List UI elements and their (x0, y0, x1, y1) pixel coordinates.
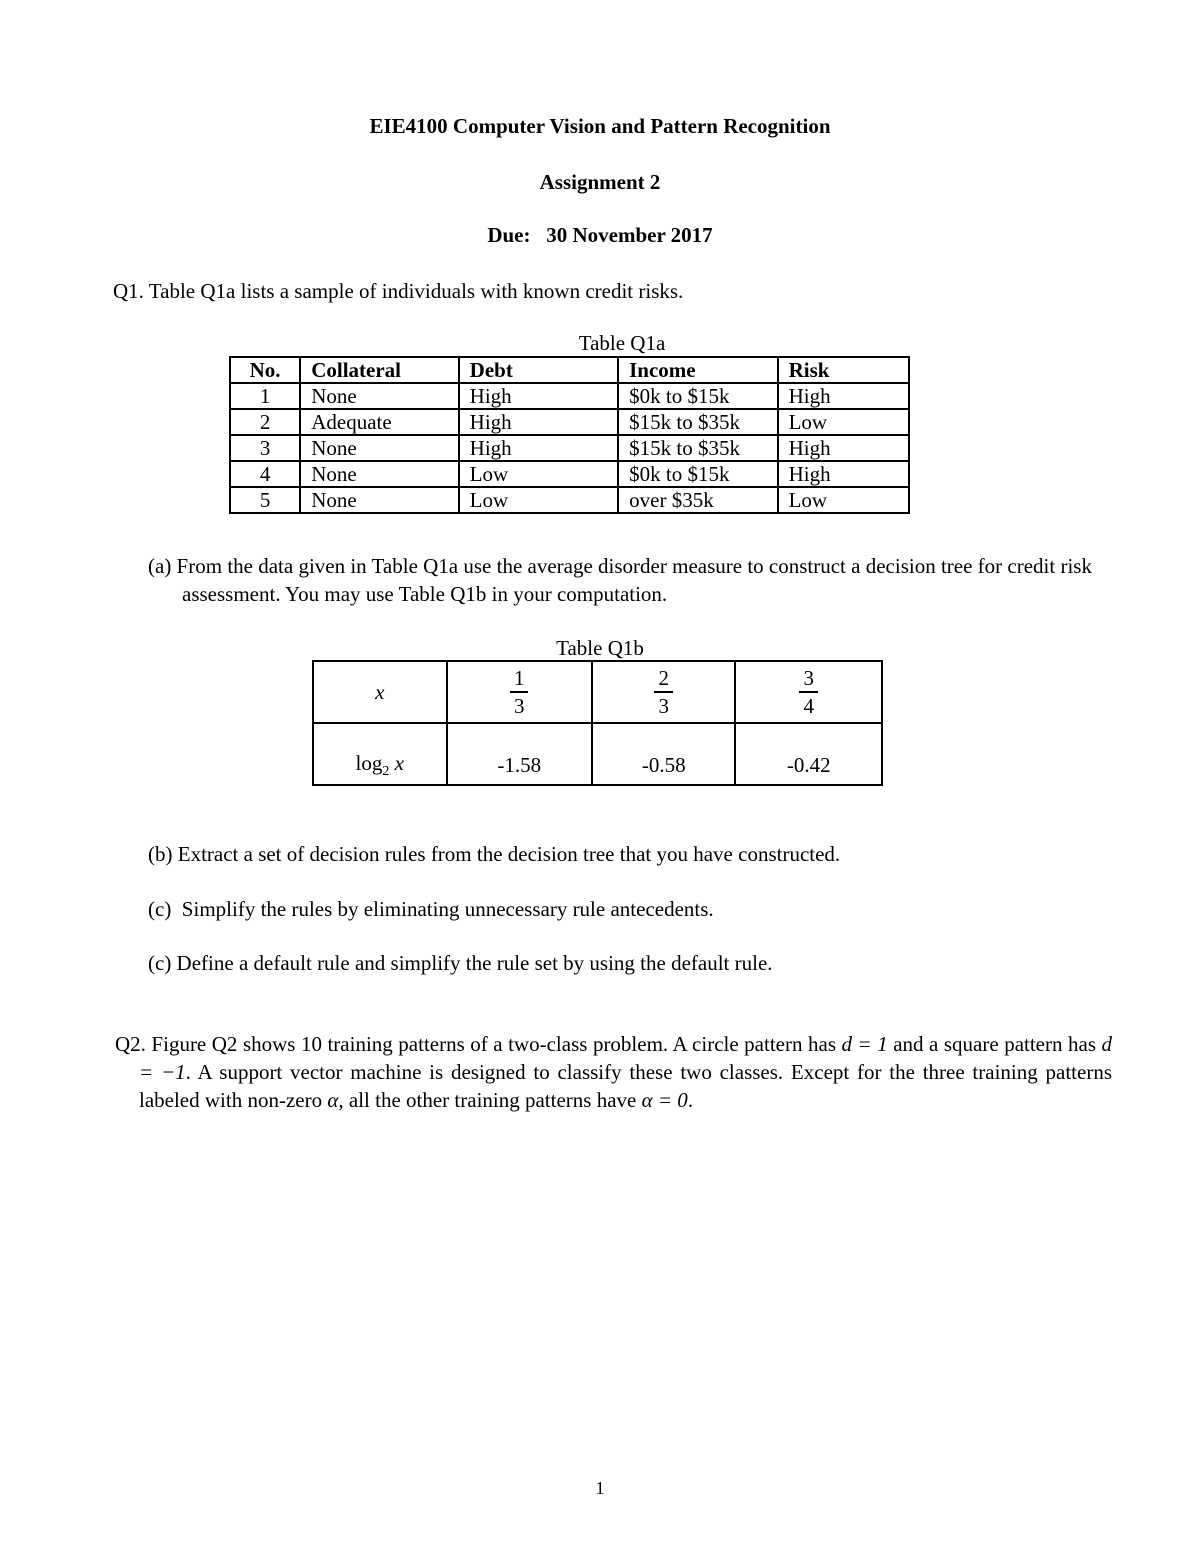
cell-income: over $35k (618, 487, 777, 513)
cell-collateral: None (300, 435, 458, 461)
q2-text-3: . A support vector machine is designed to classify these two classes. Except for the three training patterns labeled with non-zero (139, 1060, 1113, 1112)
cell-no: 3 (230, 435, 300, 461)
cell-collateral: None (300, 383, 458, 409)
q1-part-a: (a) From the data given in Table Q1a use the average disorder measure to construct a decision tree for credit risk assessment. You may use Table Q1b in your computation. (148, 554, 1092, 606)
cell-debt: Low (459, 461, 618, 487)
table-row (230, 487, 909, 513)
cell-risk: Low (778, 487, 909, 513)
table-row (230, 461, 909, 487)
cell-fraction (735, 661, 882, 723)
table-q1b (312, 660, 883, 786)
cell-fraction (592, 661, 736, 723)
q2-d-circle: d = 1 (841, 1032, 888, 1056)
q2-d-square: d = −1 (139, 1032, 1113, 1084)
table-header-row (230, 357, 909, 383)
cell-risk: High (778, 461, 909, 487)
log-text: log (355, 750, 383, 775)
table-row (230, 409, 909, 435)
col-header-debt: Debt (459, 357, 618, 383)
table-q1b-caption: Table Q1b (556, 636, 644, 660)
q1-part-c2: (c) Define a default rule and simplify the rule set by using the default rule. (148, 951, 773, 975)
q2-text (115, 1030, 1112, 1114)
fraction-numerator: 1 (510, 665, 529, 693)
cell-collateral: Adequate (300, 409, 458, 435)
fraction-denominator: 3 (658, 694, 669, 718)
table-row-x (313, 661, 882, 723)
fraction-numerator: 3 (799, 665, 818, 693)
col-header-risk: Risk (778, 357, 909, 383)
due-date: Due: 30 November 2017 (487, 223, 713, 247)
assignment-title: Assignment 2 (539, 170, 661, 194)
q2-alpha: α (327, 1088, 339, 1112)
table-row (230, 383, 909, 409)
cell-x-label: x (313, 661, 447, 723)
cell-log-label (313, 723, 447, 785)
cell-risk: High (778, 383, 909, 409)
col-header-income: Income (618, 357, 777, 383)
cell-debt: High (459, 435, 618, 461)
log-subscript: 2 (382, 764, 390, 779)
col-header-collateral: Collateral (300, 357, 458, 383)
cell-fraction (447, 661, 592, 723)
q1-part-b: (b) Extract a set of decision rules from the decision tree that you have constructed. (148, 842, 841, 866)
fraction-numerator: 2 (654, 665, 673, 693)
fraction-denominator: 3 (513, 694, 525, 718)
cell-risk: Low (778, 409, 909, 435)
cell-income: $15k to $35k (618, 435, 777, 461)
q2-text-4: , all the other training patterns have (338, 1088, 642, 1112)
log-variable: x (394, 750, 404, 775)
table-q1a-caption: Table Q1a (578, 331, 666, 355)
cell-collateral: None (300, 487, 458, 513)
cell-log-value: -0.42 (735, 723, 882, 785)
cell-no: 5 (230, 487, 300, 513)
cell-income: $0k to $15k (618, 461, 777, 487)
cell-log-value: -0.58 (592, 723, 736, 785)
cell-debt: High (459, 409, 618, 435)
cell-collateral: None (300, 461, 458, 487)
cell-debt: High (459, 383, 618, 409)
cell-no: 1 (230, 383, 300, 409)
q2-alpha-zero: α = 0 (641, 1088, 688, 1112)
table-row-log (313, 723, 882, 785)
q2-text-2: and a square pattern has (887, 1032, 1102, 1056)
cell-no: 4 (230, 461, 300, 487)
fraction-denominator: 4 (803, 694, 814, 718)
q1-part-c: (c) Simplify the rules by eliminating unnecessary rule antecedents. (148, 897, 714, 921)
cell-debt: Low (459, 487, 618, 513)
col-header-no: No. (230, 357, 300, 383)
cell-risk: High (778, 435, 909, 461)
cell-income: $15k to $35k (618, 409, 777, 435)
q2-text-5: . (687, 1088, 694, 1112)
cell-log-value: -1.58 (447, 723, 592, 785)
cell-income: $0k to $15k (618, 383, 777, 409)
table-q1a (229, 356, 910, 514)
course-title: EIE4100 Computer Vision and Pattern Recognition (369, 114, 831, 138)
cell-no: 2 (230, 409, 300, 435)
table-row (230, 435, 909, 461)
q2-text-1: Q2. Figure Q2 shows 10 training patterns of a two-class problem. A circle pattern has (115, 1032, 842, 1056)
q1-intro: Q1. Table Q1a lists a sample of individuals with known credit risks. (113, 279, 684, 303)
page-number: 1 (595, 1478, 605, 1498)
